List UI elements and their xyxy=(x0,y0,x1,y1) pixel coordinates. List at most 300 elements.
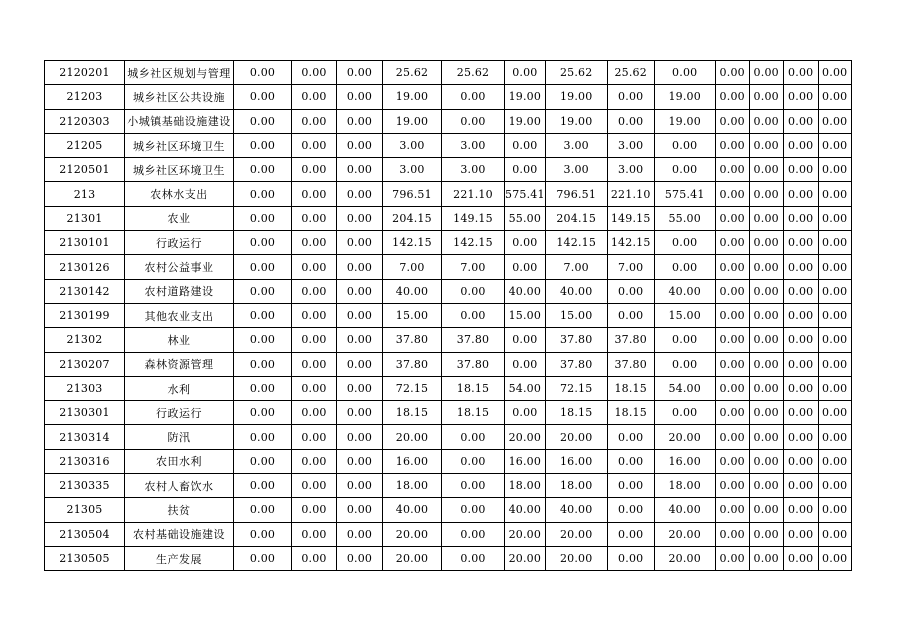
code-cell: 2120501 xyxy=(45,158,125,182)
value-cell: 0.00 xyxy=(783,425,818,449)
value-cell: 221.10 xyxy=(442,182,505,206)
value-cell: 25.62 xyxy=(442,61,505,85)
value-cell: 0.00 xyxy=(749,522,783,546)
value-cell: 0.00 xyxy=(234,158,292,182)
value-cell: 0.00 xyxy=(442,449,505,473)
value-cell: 16.00 xyxy=(505,449,546,473)
item-name-cell: 生产发展 xyxy=(125,546,234,570)
value-cell: 0.00 xyxy=(749,279,783,303)
item-name-cell: 行政运行 xyxy=(125,231,234,255)
value-cell: 0.00 xyxy=(749,206,783,230)
value-cell: 0.00 xyxy=(337,352,383,376)
value-cell: 20.00 xyxy=(383,425,442,449)
table-row xyxy=(45,328,852,352)
value-cell: 0.00 xyxy=(505,255,546,279)
value-cell: 37.80 xyxy=(607,352,654,376)
value-cell: 20.00 xyxy=(505,425,546,449)
code-cell: 21205 xyxy=(45,133,125,157)
value-cell: 0.00 xyxy=(607,474,654,498)
value-cell: 0.00 xyxy=(234,303,292,327)
value-cell: 0.00 xyxy=(292,376,337,400)
value-cell: 0.00 xyxy=(292,352,337,376)
item-name-cell: 森林资源管理 xyxy=(125,352,234,376)
value-cell: 0.00 xyxy=(818,85,851,109)
value-cell: 0.00 xyxy=(749,158,783,182)
item-name-cell: 防汛 xyxy=(125,425,234,449)
value-cell: 0.00 xyxy=(292,279,337,303)
value-cell: 19.00 xyxy=(654,109,715,133)
value-cell: 0.00 xyxy=(818,498,851,522)
value-cell: 18.00 xyxy=(505,474,546,498)
value-cell: 0.00 xyxy=(715,61,749,85)
value-cell: 0.00 xyxy=(715,303,749,327)
table-row xyxy=(45,546,852,570)
value-cell: 0.00 xyxy=(337,449,383,473)
value-cell: 0.00 xyxy=(337,522,383,546)
value-cell: 0.00 xyxy=(783,85,818,109)
table-row xyxy=(45,303,852,327)
value-cell: 18.15 xyxy=(442,376,505,400)
value-cell: 20.00 xyxy=(545,425,607,449)
value-cell: 0.00 xyxy=(234,61,292,85)
value-cell: 0.00 xyxy=(818,546,851,570)
value-cell: 20.00 xyxy=(545,522,607,546)
value-cell: 0.00 xyxy=(783,206,818,230)
value-cell: 16.00 xyxy=(383,449,442,473)
code-cell: 2120303 xyxy=(45,109,125,133)
value-cell: 0.00 xyxy=(337,376,383,400)
value-cell: 0.00 xyxy=(715,255,749,279)
value-cell: 0.00 xyxy=(607,279,654,303)
item-name-cell: 农村道路建设 xyxy=(125,279,234,303)
table-row xyxy=(45,449,852,473)
value-cell: 0.00 xyxy=(749,376,783,400)
item-name-cell: 林业 xyxy=(125,328,234,352)
value-cell: 0.00 xyxy=(715,474,749,498)
value-cell: 20.00 xyxy=(505,546,546,570)
item-name-cell: 农村基础设施建设 xyxy=(125,522,234,546)
value-cell: 0.00 xyxy=(607,303,654,327)
value-cell: 0.00 xyxy=(505,133,546,157)
value-cell: 0.00 xyxy=(749,303,783,327)
value-cell: 0.00 xyxy=(234,401,292,425)
value-cell: 40.00 xyxy=(383,279,442,303)
value-cell: 0.00 xyxy=(749,85,783,109)
value-cell: 0.00 xyxy=(783,522,818,546)
value-cell: 0.00 xyxy=(715,449,749,473)
value-cell: 0.00 xyxy=(234,498,292,522)
value-cell: 0.00 xyxy=(783,546,818,570)
value-cell: 0.00 xyxy=(505,401,546,425)
budget-table xyxy=(44,60,852,571)
value-cell: 0.00 xyxy=(749,425,783,449)
value-cell: 0.00 xyxy=(337,279,383,303)
item-name-cell: 水利 xyxy=(125,376,234,400)
value-cell: 0.00 xyxy=(292,231,337,255)
value-cell: 0.00 xyxy=(783,158,818,182)
value-cell: 0.00 xyxy=(654,133,715,157)
value-cell: 0.00 xyxy=(715,376,749,400)
value-cell: 3.00 xyxy=(607,133,654,157)
value-cell: 0.00 xyxy=(292,474,337,498)
value-cell: 0.00 xyxy=(749,352,783,376)
value-cell: 0.00 xyxy=(442,279,505,303)
value-cell: 0.00 xyxy=(337,303,383,327)
value-cell: 15.00 xyxy=(654,303,715,327)
value-cell: 0.00 xyxy=(337,61,383,85)
value-cell: 0.00 xyxy=(337,85,383,109)
value-cell: 0.00 xyxy=(715,109,749,133)
item-name-cell: 扶贫 xyxy=(125,498,234,522)
value-cell: 0.00 xyxy=(715,498,749,522)
value-cell: 3.00 xyxy=(442,158,505,182)
value-cell: 18.00 xyxy=(383,474,442,498)
value-cell: 0.00 xyxy=(337,425,383,449)
value-cell: 40.00 xyxy=(383,498,442,522)
table-row xyxy=(45,109,852,133)
value-cell: 796.51 xyxy=(545,182,607,206)
value-cell: 0.00 xyxy=(292,522,337,546)
value-cell: 0.00 xyxy=(818,376,851,400)
value-cell: 0.00 xyxy=(442,498,505,522)
value-cell: 20.00 xyxy=(383,546,442,570)
value-cell: 0.00 xyxy=(234,206,292,230)
value-cell: 0.00 xyxy=(654,255,715,279)
value-cell: 0.00 xyxy=(607,546,654,570)
value-cell: 0.00 xyxy=(818,255,851,279)
value-cell: 20.00 xyxy=(505,522,546,546)
value-cell: 16.00 xyxy=(545,449,607,473)
value-cell: 0.00 xyxy=(337,498,383,522)
value-cell: 0.00 xyxy=(749,546,783,570)
value-cell: 0.00 xyxy=(715,279,749,303)
value-cell: 15.00 xyxy=(545,303,607,327)
value-cell: 7.00 xyxy=(545,255,607,279)
value-cell: 0.00 xyxy=(337,401,383,425)
value-cell: 40.00 xyxy=(654,279,715,303)
value-cell: 0.00 xyxy=(607,109,654,133)
value-cell: 0.00 xyxy=(749,182,783,206)
value-cell: 0.00 xyxy=(818,109,851,133)
value-cell: 18.15 xyxy=(442,401,505,425)
value-cell: 20.00 xyxy=(654,546,715,570)
value-cell: 0.00 xyxy=(337,546,383,570)
table-row xyxy=(45,61,852,85)
value-cell: 0.00 xyxy=(749,109,783,133)
value-cell: 40.00 xyxy=(505,279,546,303)
value-cell: 72.15 xyxy=(545,376,607,400)
value-cell: 0.00 xyxy=(818,522,851,546)
value-cell: 3.00 xyxy=(545,158,607,182)
table-row xyxy=(45,352,852,376)
value-cell: 18.15 xyxy=(607,401,654,425)
value-cell: 0.00 xyxy=(292,85,337,109)
value-cell: 0.00 xyxy=(818,133,851,157)
value-cell: 25.62 xyxy=(545,61,607,85)
value-cell: 0.00 xyxy=(818,279,851,303)
value-cell: 0.00 xyxy=(749,61,783,85)
value-cell: 18.15 xyxy=(383,401,442,425)
value-cell: 0.00 xyxy=(715,522,749,546)
value-cell: 0.00 xyxy=(818,474,851,498)
value-cell: 19.00 xyxy=(505,85,546,109)
table-row xyxy=(45,425,852,449)
value-cell: 575.41 xyxy=(505,182,546,206)
value-cell: 18.00 xyxy=(654,474,715,498)
value-cell: 204.15 xyxy=(383,206,442,230)
value-cell: 575.41 xyxy=(654,182,715,206)
value-cell: 0.00 xyxy=(337,255,383,279)
table-body xyxy=(45,61,852,571)
value-cell: 149.15 xyxy=(607,206,654,230)
item-name-cell: 城乡社区公共设施 xyxy=(125,85,234,109)
value-cell: 0.00 xyxy=(783,449,818,473)
value-cell: 796.51 xyxy=(383,182,442,206)
value-cell: 40.00 xyxy=(545,498,607,522)
value-cell: 204.15 xyxy=(545,206,607,230)
value-cell: 0.00 xyxy=(234,449,292,473)
value-cell: 0.00 xyxy=(337,328,383,352)
value-cell: 0.00 xyxy=(292,401,337,425)
value-cell: 0.00 xyxy=(234,279,292,303)
value-cell: 0.00 xyxy=(292,158,337,182)
value-cell: 0.00 xyxy=(234,85,292,109)
value-cell: 0.00 xyxy=(715,231,749,255)
value-cell: 0.00 xyxy=(234,255,292,279)
table-row xyxy=(45,206,852,230)
value-cell: 0.00 xyxy=(715,182,749,206)
value-cell: 0.00 xyxy=(715,425,749,449)
code-cell: 2130142 xyxy=(45,279,125,303)
value-cell: 0.00 xyxy=(654,231,715,255)
table-row xyxy=(45,376,852,400)
value-cell: 15.00 xyxy=(383,303,442,327)
value-cell: 0.00 xyxy=(715,401,749,425)
item-name-cell: 城乡社区环境卫生 xyxy=(125,133,234,157)
value-cell: 0.00 xyxy=(818,328,851,352)
value-cell: 3.00 xyxy=(442,133,505,157)
value-cell: 0.00 xyxy=(234,133,292,157)
value-cell: 0.00 xyxy=(234,109,292,133)
value-cell: 0.00 xyxy=(607,85,654,109)
table-row xyxy=(45,498,852,522)
value-cell: 37.80 xyxy=(383,328,442,352)
value-cell: 0.00 xyxy=(337,133,383,157)
value-cell: 0.00 xyxy=(292,255,337,279)
value-cell: 0.00 xyxy=(292,546,337,570)
item-name-cell: 行政运行 xyxy=(125,401,234,425)
value-cell: 19.00 xyxy=(545,109,607,133)
value-cell: 0.00 xyxy=(715,85,749,109)
value-cell: 3.00 xyxy=(607,158,654,182)
value-cell: 0.00 xyxy=(654,328,715,352)
value-cell: 0.00 xyxy=(337,158,383,182)
value-cell: 0.00 xyxy=(607,498,654,522)
value-cell: 0.00 xyxy=(783,109,818,133)
value-cell: 37.80 xyxy=(383,352,442,376)
value-cell: 142.15 xyxy=(607,231,654,255)
value-cell: 0.00 xyxy=(783,61,818,85)
item-name-cell: 农村人畜饮水 xyxy=(125,474,234,498)
value-cell: 0.00 xyxy=(783,303,818,327)
table-row xyxy=(45,182,852,206)
value-cell: 19.00 xyxy=(545,85,607,109)
item-name-cell: 城乡社区规划与管理 xyxy=(125,61,234,85)
value-cell: 0.00 xyxy=(749,474,783,498)
value-cell: 0.00 xyxy=(818,401,851,425)
table-row xyxy=(45,85,852,109)
value-cell: 0.00 xyxy=(783,498,818,522)
value-cell: 0.00 xyxy=(749,498,783,522)
value-cell: 19.00 xyxy=(383,85,442,109)
value-cell: 0.00 xyxy=(783,231,818,255)
value-cell: 0.00 xyxy=(442,474,505,498)
value-cell: 0.00 xyxy=(818,425,851,449)
value-cell: 0.00 xyxy=(442,546,505,570)
value-cell: 0.00 xyxy=(292,133,337,157)
value-cell: 3.00 xyxy=(545,133,607,157)
value-cell: 0.00 xyxy=(505,158,546,182)
value-cell: 0.00 xyxy=(783,328,818,352)
table-row xyxy=(45,474,852,498)
value-cell: 37.80 xyxy=(545,328,607,352)
code-cell: 2130504 xyxy=(45,522,125,546)
value-cell: 0.00 xyxy=(234,352,292,376)
value-cell: 0.00 xyxy=(818,352,851,376)
value-cell: 0.00 xyxy=(292,328,337,352)
value-cell: 0.00 xyxy=(607,522,654,546)
table-row xyxy=(45,133,852,157)
value-cell: 0.00 xyxy=(715,158,749,182)
value-cell: 40.00 xyxy=(654,498,715,522)
value-cell: 0.00 xyxy=(505,231,546,255)
value-cell: 19.00 xyxy=(654,85,715,109)
value-cell: 0.00 xyxy=(715,133,749,157)
value-cell: 0.00 xyxy=(337,109,383,133)
value-cell: 0.00 xyxy=(337,182,383,206)
value-cell: 3.00 xyxy=(383,158,442,182)
value-cell: 0.00 xyxy=(783,255,818,279)
value-cell: 0.00 xyxy=(783,182,818,206)
value-cell: 0.00 xyxy=(654,352,715,376)
value-cell: 37.80 xyxy=(442,352,505,376)
code-cell: 21203 xyxy=(45,85,125,109)
value-cell: 20.00 xyxy=(654,425,715,449)
value-cell: 0.00 xyxy=(783,133,818,157)
item-name-cell: 农林水支出 xyxy=(125,182,234,206)
value-cell: 0.00 xyxy=(292,206,337,230)
value-cell: 0.00 xyxy=(505,61,546,85)
code-cell: 2130101 xyxy=(45,231,125,255)
item-name-cell: 农村公益事业 xyxy=(125,255,234,279)
value-cell: 16.00 xyxy=(654,449,715,473)
value-cell: 18.00 xyxy=(545,474,607,498)
value-cell: 0.00 xyxy=(818,182,851,206)
value-cell: 0.00 xyxy=(715,328,749,352)
value-cell: 40.00 xyxy=(545,279,607,303)
value-cell: 0.00 xyxy=(749,255,783,279)
value-cell: 0.00 xyxy=(234,182,292,206)
value-cell: 0.00 xyxy=(818,231,851,255)
value-cell: 0.00 xyxy=(783,401,818,425)
value-cell: 0.00 xyxy=(654,158,715,182)
value-cell: 0.00 xyxy=(292,109,337,133)
code-cell: 21305 xyxy=(45,498,125,522)
value-cell: 0.00 xyxy=(749,449,783,473)
value-cell: 7.00 xyxy=(442,255,505,279)
value-cell: 0.00 xyxy=(337,474,383,498)
item-name-cell: 小城镇基础设施建设 xyxy=(125,109,234,133)
value-cell: 0.00 xyxy=(715,352,749,376)
value-cell: 142.15 xyxy=(545,231,607,255)
value-cell: 20.00 xyxy=(383,522,442,546)
code-cell: 21302 xyxy=(45,328,125,352)
item-name-cell: 其他农业支出 xyxy=(125,303,234,327)
value-cell: 0.00 xyxy=(292,498,337,522)
value-cell: 0.00 xyxy=(442,303,505,327)
value-cell: 18.15 xyxy=(607,376,654,400)
code-cell: 2130126 xyxy=(45,255,125,279)
value-cell: 0.00 xyxy=(818,61,851,85)
code-cell: 2120201 xyxy=(45,61,125,85)
value-cell: 0.00 xyxy=(292,182,337,206)
value-cell: 0.00 xyxy=(234,231,292,255)
value-cell: 54.00 xyxy=(505,376,546,400)
code-cell: 2130199 xyxy=(45,303,125,327)
value-cell: 0.00 xyxy=(505,328,546,352)
value-cell: 25.62 xyxy=(607,61,654,85)
value-cell: 0.00 xyxy=(337,231,383,255)
value-cell: 40.00 xyxy=(505,498,546,522)
table-row xyxy=(45,231,852,255)
value-cell: 0.00 xyxy=(292,303,337,327)
value-cell: 142.15 xyxy=(442,231,505,255)
value-cell: 0.00 xyxy=(818,303,851,327)
value-cell: 0.00 xyxy=(818,449,851,473)
item-name-cell: 农业 xyxy=(125,206,234,230)
code-cell: 2130505 xyxy=(45,546,125,570)
value-cell: 0.00 xyxy=(442,85,505,109)
table-row xyxy=(45,158,852,182)
value-cell: 0.00 xyxy=(234,546,292,570)
value-cell: 7.00 xyxy=(383,255,442,279)
value-cell: 0.00 xyxy=(749,328,783,352)
value-cell: 0.00 xyxy=(607,449,654,473)
value-cell: 0.00 xyxy=(234,328,292,352)
code-cell: 21303 xyxy=(45,376,125,400)
value-cell: 0.00 xyxy=(234,474,292,498)
item-name-cell: 农田水利 xyxy=(125,449,234,473)
value-cell: 0.00 xyxy=(292,425,337,449)
value-cell: 19.00 xyxy=(505,109,546,133)
code-cell: 21301 xyxy=(45,206,125,230)
code-cell: 2130335 xyxy=(45,474,125,498)
value-cell: 0.00 xyxy=(749,231,783,255)
value-cell: 142.15 xyxy=(383,231,442,255)
value-cell: 20.00 xyxy=(545,546,607,570)
value-cell: 0.00 xyxy=(337,206,383,230)
value-cell: 0.00 xyxy=(654,61,715,85)
value-cell: 0.00 xyxy=(505,352,546,376)
value-cell: 0.00 xyxy=(818,206,851,230)
code-cell: 2130207 xyxy=(45,352,125,376)
value-cell: 0.00 xyxy=(234,522,292,546)
value-cell: 149.15 xyxy=(442,206,505,230)
value-cell: 0.00 xyxy=(607,425,654,449)
code-cell: 2130301 xyxy=(45,401,125,425)
value-cell: 0.00 xyxy=(818,158,851,182)
value-cell: 18.15 xyxy=(545,401,607,425)
